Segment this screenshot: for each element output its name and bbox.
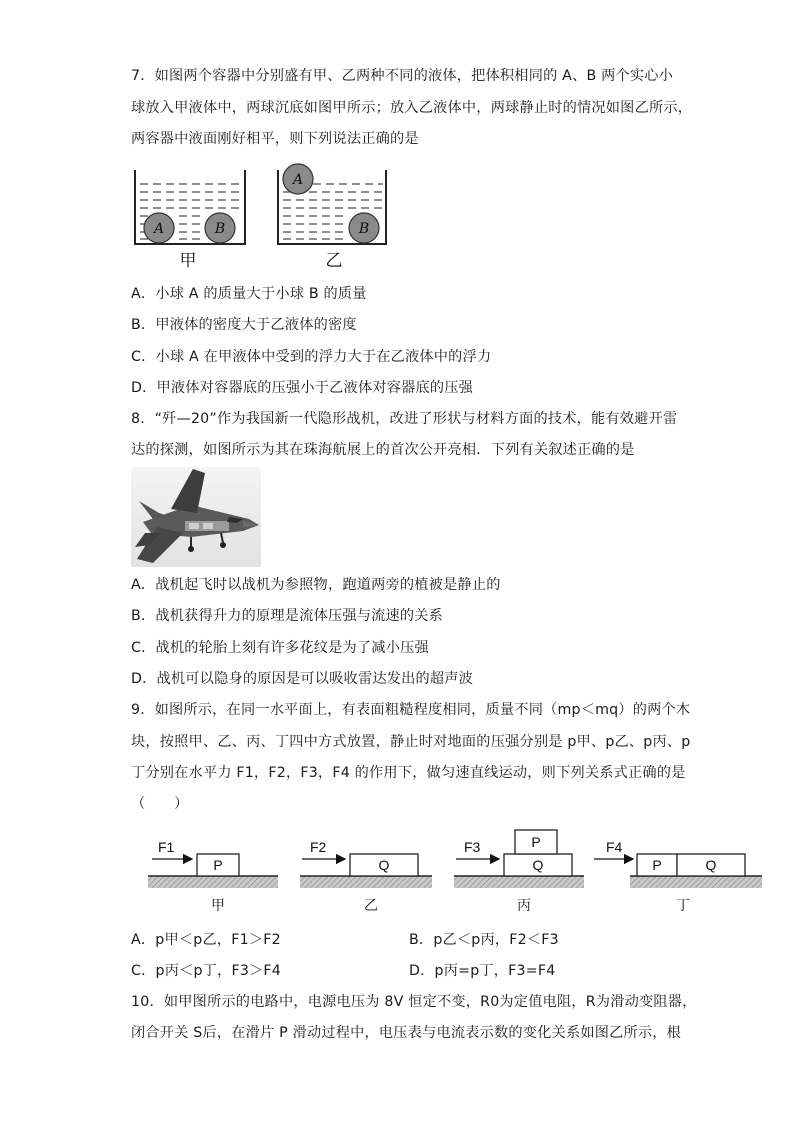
block-p-jia: P <box>213 857 223 873</box>
setup-caption-yi: 乙 <box>364 898 378 914</box>
q7-option-d: D．甲液体对容器底的压强小于乙液体对容器底的压强 <box>131 380 474 396</box>
q8-option-d: D．战机可以隐身的原因是可以吸收雷达发出的超声波 <box>131 671 474 687</box>
q9-stem-line-4: （ ） <box>131 796 189 812</box>
q7-stem-line-3: 两容器中液面刚好相平，则下列说法正确的是 <box>131 131 419 147</box>
q9-option-a: A．p甲＜p乙，F1＞F2 <box>131 932 281 948</box>
q7-option-a: A．小球 A 的质量大于小球 B 的质量 <box>131 286 367 302</box>
block-q-ding: Q <box>705 857 717 873</box>
force-label-f2: F2 <box>310 839 327 855</box>
q10-stem-line-1: 10．如甲图所示的电路中，电源电压为 8V 恒定不变，R0为定值电阻，R为滑动变阻器， <box>131 994 697 1010</box>
q7-stem-line-2: 球放入甲液体中，两球沉底如图甲所示；放入乙液体中，两球静止时的情况如图乙所示， <box>131 100 693 116</box>
block-p-bing: P <box>531 834 541 850</box>
force-label-f1: F1 <box>158 839 175 855</box>
q10-stem-line-2: 闭合开关 S后，在滑片 P 滑动过程中，电压表与电流表示数的变化关系如图乙所示，根 <box>131 1025 682 1041</box>
q9-stem-line-2: 块，按照甲、乙、丙、丁四中方式放置，静止时对地面的压强分别是 p甲、p乙、p丙、p <box>131 734 691 750</box>
container-jia <box>135 170 245 244</box>
block-p-ding: P <box>652 857 662 873</box>
q7-option-c: C．小球 A 在甲液体中受到的浮力大于在乙液体中的浮力 <box>131 349 492 365</box>
q7-option-b: B．甲液体的密度大于乙液体的密度 <box>131 317 357 333</box>
q7-stem-line-1: 7．如图两个容器中分别盛有甲、乙两种不同的液体，把体积相同的 A、B 两个实心小 <box>131 68 674 84</box>
ball-a-label-yi: A <box>292 172 304 188</box>
ball-a-label-jia: A <box>153 221 165 237</box>
q8-stem-line-1: 8．“歼—20”作为我国新一代隐形战机，改进了形状与材料方面的技术，能有效避开雷 <box>131 411 678 427</box>
block-q-yi: Q <box>378 857 390 873</box>
setup-caption-ding: 丁 <box>676 898 690 914</box>
setup-yi <box>300 854 432 888</box>
q8-option-c: C．战机的轮胎上刻有许多花纹是为了减小压强 <box>131 640 429 656</box>
figure-caption-yi: 乙 <box>325 251 343 271</box>
force-label-f4: F4 <box>606 839 623 855</box>
q9-stem-line-1: 9．如图所示，在同一水平面上，有表面粗糙程度相同，质量不同（mp＜mq）的两个木 <box>131 702 691 718</box>
q7-containers-figure <box>128 162 396 274</box>
q9-stem-line-3: 丁分别在水平力 F1，F2，F3，F4 的作用下，做匀速直线运动，则下列关系式正确的是 <box>131 765 686 781</box>
q9-blocks-figure <box>140 826 765 918</box>
force-label-f3: F3 <box>464 839 481 855</box>
block-q-bing: Q <box>532 857 544 873</box>
q9-option-d: D．p丙=p丁，F3=F4 <box>409 963 556 979</box>
q9-option-c: C．p丙＜p丁，F3＞F4 <box>131 963 282 979</box>
setup-caption-jia: 甲 <box>211 898 225 914</box>
q8-option-a: A．战机起飞时以战机为参照物，跑道两旁的植被是静止的 <box>131 577 501 593</box>
q8-option-b: B．战机获得升力的原理是流体压强与流速的关系 <box>131 608 444 624</box>
q9-option-b: B．p乙＜p丙，F2＜F3 <box>409 932 559 948</box>
setup-caption-bing: 丙 <box>517 898 531 914</box>
j20-fighter-photo <box>131 467 261 567</box>
figure-caption-jia: 甲 <box>179 251 197 271</box>
q8-stem-line-2: 达的探测，如图所示为其在珠海航展上的首次公开亮相．下列有关叙述正确的是 <box>131 442 635 458</box>
ball-b-label-jia: B <box>214 221 226 237</box>
setup-ding <box>594 854 762 888</box>
ball-b-label-yi: B <box>358 221 370 237</box>
